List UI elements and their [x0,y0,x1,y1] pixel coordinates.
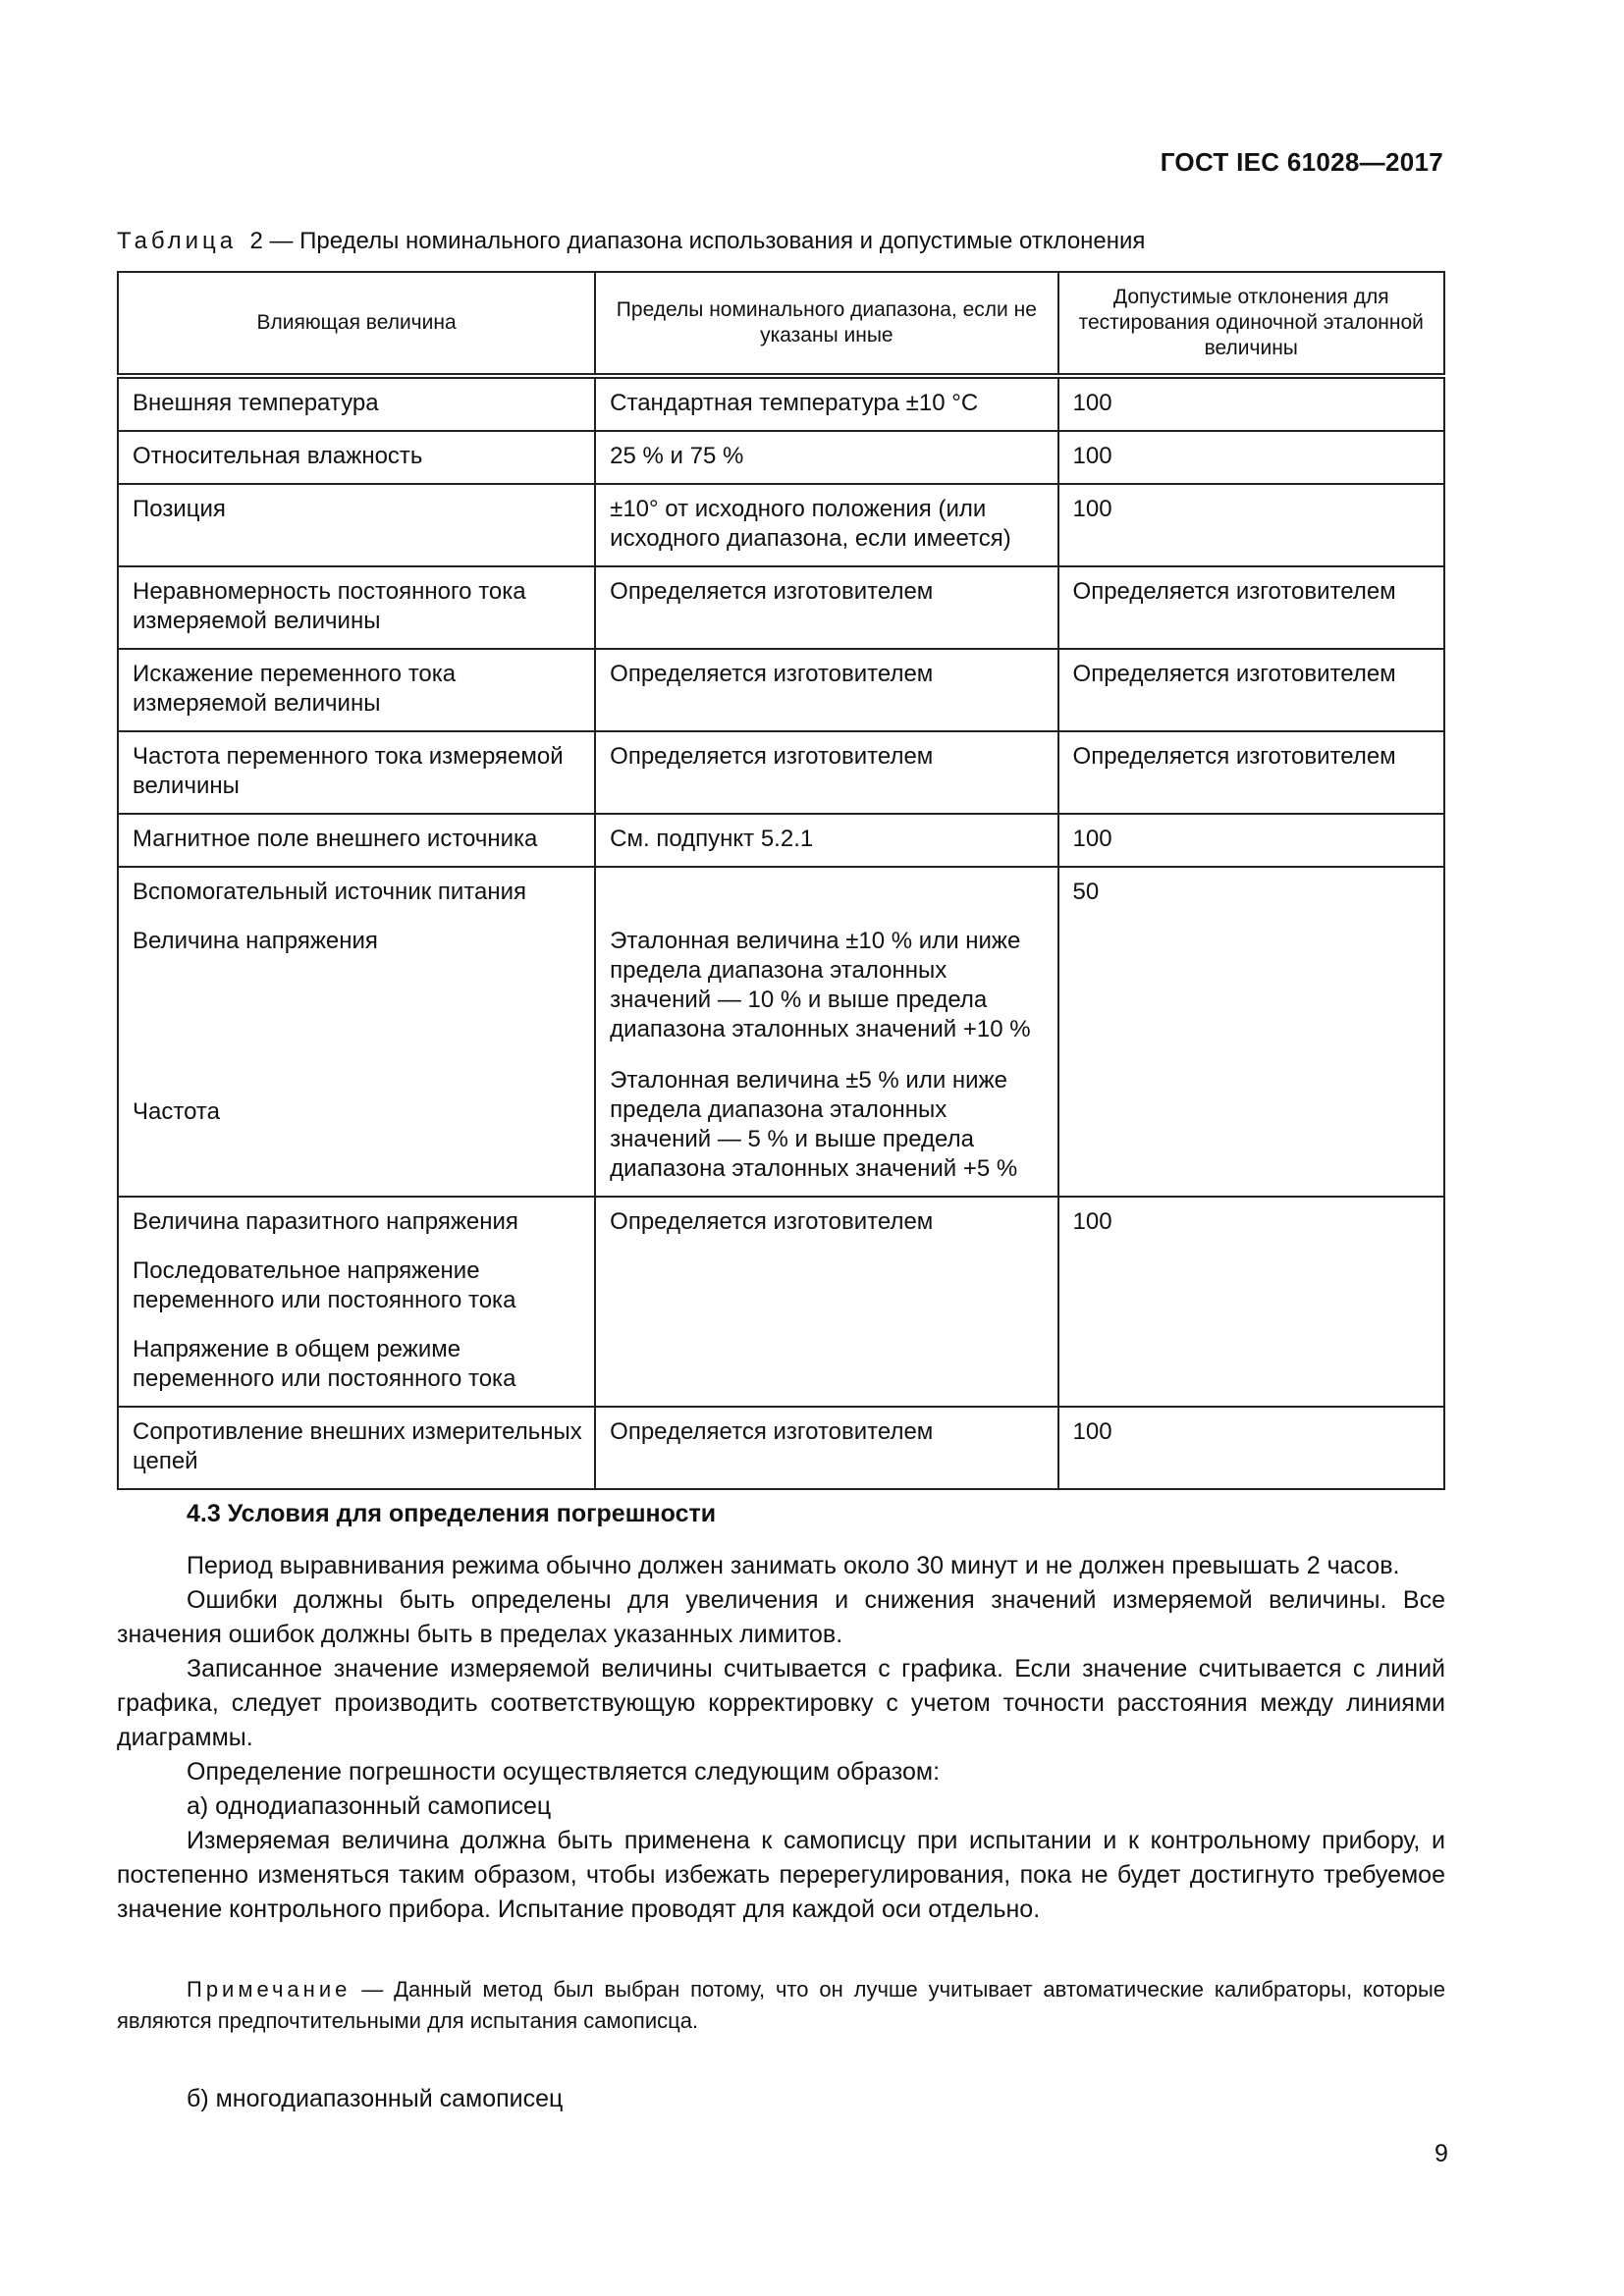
cell-influence: Неравномерность постоянного тока измеряемой величины [118,566,595,649]
table-row [118,649,1444,731]
section-title: 4.3 Условия для определения погрешности [187,1500,717,1527]
section-body [117,1549,1445,1927]
table-row [118,376,1444,431]
column-header-influence: Влияющая величина [118,272,595,376]
table-row [118,867,1444,1197]
cell-tolerance: Определяется изготовителем [1058,731,1444,814]
cell-influence: Позиция [118,484,595,566]
cell-tolerance: Определяется изготовителем [1058,649,1444,731]
influence-line: Последовательное напряжение переменного или постоянного тока [133,1257,516,1313]
cell-range: Определяется изготовителем [595,1197,1057,1407]
influence-line: Величина напряжения [133,928,378,954]
limits-table [117,271,1445,1490]
table-row [118,566,1444,649]
cell-influence: Частота переменного тока измеряемой величины [118,731,595,814]
table-caption [117,228,1145,255]
table-header-row [118,272,1444,376]
cell-range: Определяется изготовителем [595,1407,1057,1489]
range-line: Эталонная величина ±10 % или ниже предела диапазона эталонных значений — 10 % и выше предела диапазона эталонных значений +10 % [610,928,1031,1042]
influence-line: Величина паразитного напряжения [133,1208,518,1235]
cell-influence: Сопротивление внешних измерительных цепей [118,1407,595,1489]
range-line [610,878,1045,907]
list-item-a: а) однодиапазонный самописец [187,1792,552,1820]
column-header-tolerance: Допустимые отклонения для тестирования одиночной эталонной величины [1058,272,1444,376]
cell-tolerance: 100 [1058,376,1444,431]
note-text: — Данный метод был выбран потому, что он лучше учитывает автоматические калибраторы, которые являются предпочтительными для испытания самописца. [117,1977,1445,2033]
cell-influence [118,867,595,1197]
column-header-range: Пределы номинального диапазона, если не указаны иные [595,272,1057,376]
cell-range: Определяется изготовителем [595,566,1057,649]
table-row [118,1407,1444,1489]
influence-line: Напряжение в общем режиме переменного или постоянного тока [133,1336,516,1392]
page-number: 9 [1435,2140,1448,2167]
range-line: Эталонная величина ±5 % или ниже предела диапазона эталонных значений — 5 % и выше предела диапазона эталонных значений +5 % [610,1067,1018,1182]
paragraph: Ошибки должны быть определены для увеличения и снижения значений измеряемой величины. Все значения ошибок должны быть в пределах указанных лимитов. [117,1586,1445,1648]
cell-tolerance: 100 [1058,1197,1444,1407]
cell-range: ±10° от исходного положения (или исходного диапазона, если имеется) [595,484,1057,566]
paragraph: Определение погрешности осуществляется следующим образом: [187,1758,941,1786]
cell-influence: Магнитное поле внешнего источника [118,814,595,867]
table-caption-label: Таблица [117,228,238,254]
table-row [118,1197,1444,1407]
paragraph: Период выравнивания режима обычно должен занимать около 30 минут и не должен превышать 2 часов. [187,1552,1400,1579]
table-caption-text: 2 — Пределы номинального диапазона использования и допустимые отклонения [249,228,1146,254]
cell-tolerance: 100 [1058,1407,1444,1489]
cell-tolerance: 100 [1058,814,1444,867]
list-item-b: б) многодиапазонный самописец [187,2085,564,2112]
cell-influence: Относительная влажность [118,431,595,484]
table-row [118,431,1444,484]
cell-range: Стандартная температура ±10 °C [595,376,1057,431]
influence-line: Частота [133,1098,220,1125]
table-row [118,731,1444,814]
cell-influence: Внешняя температура [118,376,595,431]
cell-tolerance: Определяется изготовителем [1058,566,1444,649]
note [117,1974,1445,2037]
cell-tolerance: 100 [1058,431,1444,484]
cell-influence: Искажение переменного тока измеряемой величины [118,649,595,731]
table-row [118,484,1444,566]
table-row [118,814,1444,867]
cell-range: Определяется изготовителем [595,731,1057,814]
cell-range: 25 % и 75 % [595,431,1057,484]
cell-range: См. подпункт 5.2.1 [595,814,1057,867]
document-code: ГОСТ IEC 61028—2017 [1160,147,1443,177]
cell-range: Определяется изготовителем [595,649,1057,731]
influence-line: Вспомогательный источник питания [133,879,527,905]
cell-tolerance: 100 [1058,484,1444,566]
paragraph: Записанное значение измеряемой величины считывается с графика. Если значение считывается с линий графика, следует производить соответствующую корректировку с учетом точности расстояния между линиями диаграммы. [117,1655,1445,1751]
note-paragraph [117,1974,1445,2037]
cell-influence [118,1197,595,1407]
cell-tolerance: 50 [1058,867,1444,1197]
paragraph: Измеряемая величина должна быть применена к самописцу при испытании и к контрольному прибору, и постепенно изменяться таким образом, чтобы избежать перерегулирования, пока не будет достигнуто требуемое значение контрольного прибора. Испытание проводят для каждой оси отдельно. [117,1827,1445,1923]
cell-range [595,867,1057,1197]
note-label: Примечание [187,1977,352,2002]
